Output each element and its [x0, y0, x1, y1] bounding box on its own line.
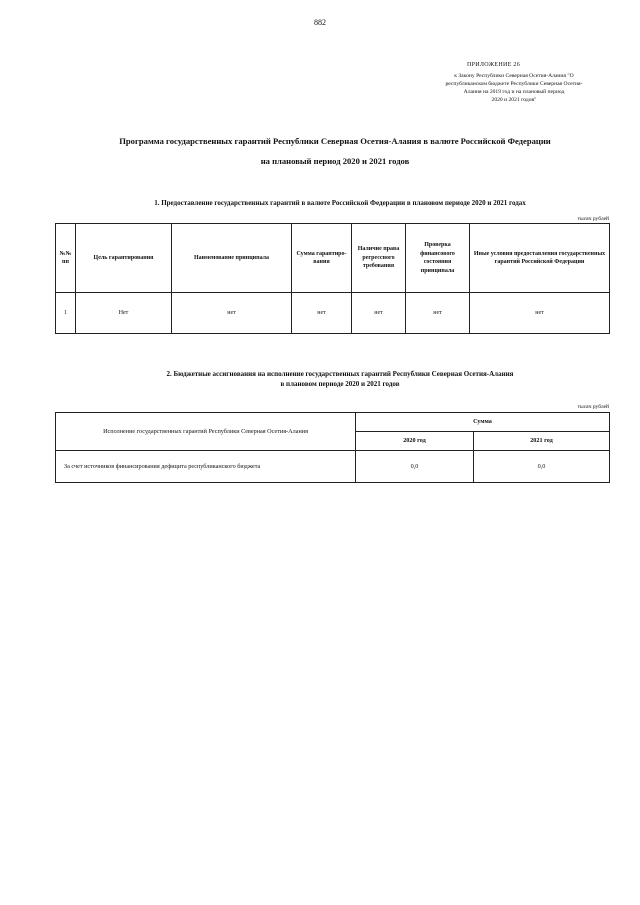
table-cell: нет — [470, 293, 610, 334]
header-cell: Иные условия предоставления государственных гарантий Российской Федерации — [470, 224, 610, 293]
appendix-reference-line: 2020 и 2021 годов" — [491, 97, 537, 103]
header-cell: Цель гарантирования — [76, 224, 172, 293]
section1-title: 1. Предоставление государственных гарантий в валюте Российской Федерации в плановом периоде 2020 и 2021 годах — [154, 199, 526, 207]
header-cell: Наименование принципала — [172, 224, 292, 293]
document-subtitle: на плановый период 2020 и 2021 годов — [260, 156, 410, 166]
appendix-label: ПРИЛОЖЕНИЕ 26 — [467, 62, 521, 68]
header-cell: Сумма — [356, 413, 610, 432]
table-cell: За счет источников финансирования дефицита республиканского бюджета — [56, 451, 356, 483]
section2-title-line: 2. Бюджетные ассигнования на исполнение государственных гарантий Республики Северная Осетия-Алания — [166, 370, 514, 378]
appendix-reference-line: Алания на 2019 год и на плановый период — [463, 89, 565, 95]
section1-unit: тысяч рублей — [577, 216, 609, 222]
appendix-reference-line: республиканском бюджете Республики Северная Осетия- — [445, 81, 583, 87]
table-cell: 1 — [56, 293, 76, 334]
document-title: Программа государственных гарантий Республики Северная Осетия-Алания в валюте Российской Федерации — [119, 136, 551, 146]
table-header-row — [56, 413, 610, 432]
header-cell: Сумма гарантиро-вания — [292, 224, 352, 293]
header-cell: №№ пп — [56, 224, 76, 293]
header-cell: 2021 год — [474, 432, 610, 451]
table-cell: нет — [172, 293, 292, 334]
table-row — [56, 451, 610, 483]
header-cell: Проверка финансового состояния принципала — [406, 224, 470, 293]
table-cell: 0,0 — [356, 451, 474, 483]
guarantees-table — [55, 223, 610, 334]
table-cell: нет — [406, 293, 470, 334]
table-row — [56, 293, 610, 334]
appendix-reference — [408, 72, 620, 104]
header-cell: 2020 год — [356, 432, 474, 451]
table-cell: Нет — [76, 293, 172, 334]
section2-unit: тысяч рублей — [577, 404, 609, 410]
header-cell: Наличие права регрессного требования — [352, 224, 406, 293]
section2-title — [40, 369, 640, 389]
table-header-row — [56, 224, 610, 293]
table-cell: нет — [352, 293, 406, 334]
section2-title-line: в плановом периоде 2020 и 2021 годов — [280, 380, 400, 388]
table-cell: нет — [292, 293, 352, 334]
table-cell: 0,0 — [474, 451, 610, 483]
header-cell: Исполнение государственных гарантий Республики Северная Осетия-Алания — [56, 413, 356, 451]
appendix-reference-line: к Закону Республики Северная Осетия-Алания "О — [454, 73, 574, 79]
appropriations-table — [55, 412, 610, 483]
page-number: 882 — [314, 18, 326, 27]
